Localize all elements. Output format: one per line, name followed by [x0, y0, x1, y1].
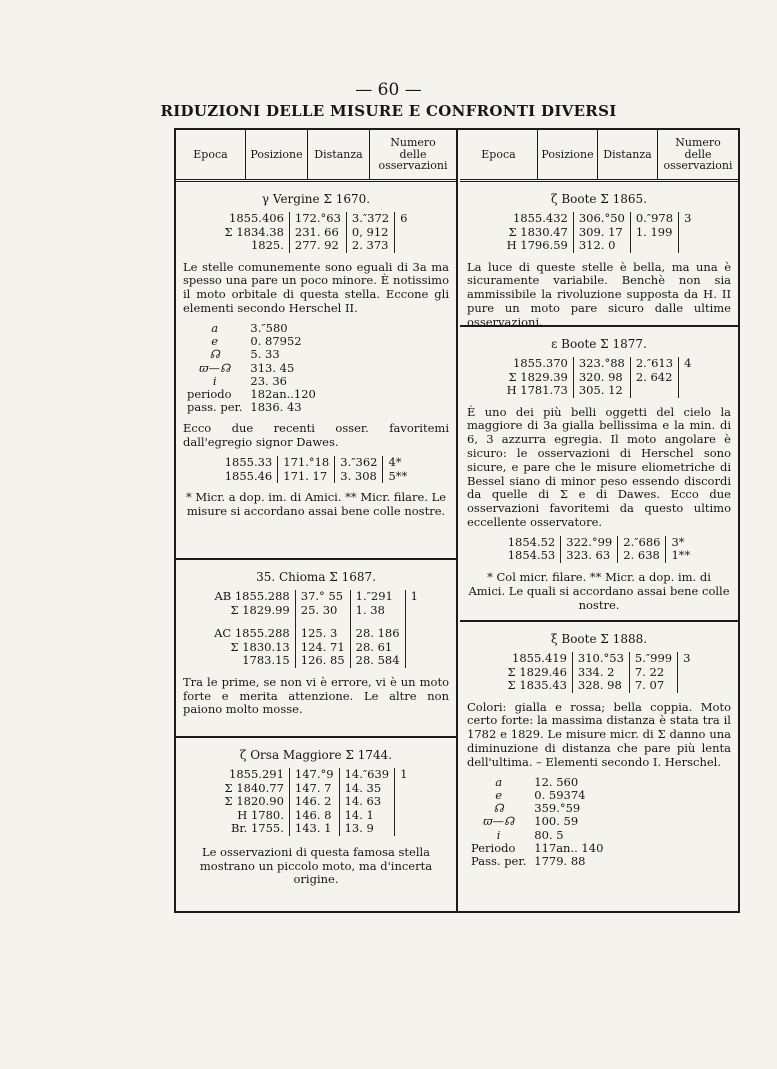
header-numero-line3: osservazioni: [378, 159, 448, 173]
measurement-table: [503, 652, 696, 693]
table-row: Br. 1755. 143. 1 13. 9: [220, 822, 413, 836]
header-distanza: Distanza: [598, 130, 658, 179]
header-numero: [370, 130, 456, 179]
element-row: e 0. 87952: [211, 334, 302, 349]
entry-title: ε Boote Σ 1877.: [551, 337, 647, 351]
page-title: RIDUZIONI DELLE MISURE E CONFRONTI DIVERSI: [160, 102, 617, 120]
column-header-left: [176, 130, 456, 182]
entry-zeta-boote: [460, 182, 738, 327]
element-row: a 3.″580: [211, 320, 288, 335]
entry-description: È uno dei più belli oggetti del cielo la maggiore di 3a gialla bellissima e la min. di 6, 3 azzurra egregia. Il moto angolare è sicuro: le osservazioni di Herschel sono sicure, e pare che le misure eliometriche di Bessel siano di minor peso essendo discordi da quelle di Σ e di Dawes. Ecco due osservazioni favoritemi da questo ultimo eccellente osservatore.: [467, 404, 731, 530]
table-row: Σ 1820.90 146. 2 14. 63: [220, 795, 413, 809]
left-column: [176, 130, 458, 911]
table-row: 1783.15 126. 85 28. 584: [209, 654, 423, 668]
table-row: 1825. 277. 92 2. 373: [220, 239, 413, 253]
entry-description: Le osservazioni di questa famosa stella mostrano un piccolo moto, ma d'incerta origine.: [199, 844, 433, 887]
header-numero-line3: osservazioni: [663, 159, 733, 173]
header-numero-line1: Numero: [675, 136, 721, 150]
header-epoca: Epoca: [460, 130, 538, 179]
table-row: 1855.432 306.°50 0.″978 3: [512, 211, 692, 225]
table-row: Σ 1829.46 334. 2 7. 22: [503, 666, 696, 680]
table-row: 1854.52 322.°99 2.″686 3*: [507, 534, 685, 549]
table-row: 1855.406 172.°63 3.″372 6: [229, 211, 408, 225]
entry-description-2: Ecco due recenti osser. favoritemi dall'egregio signor Dawes.: [183, 421, 449, 450]
header-numero-line2: delle: [684, 147, 712, 161]
orbital-elements: [467, 776, 607, 869]
measurement-table: [209, 590, 423, 668]
element-row: a 12. 560: [495, 774, 579, 789]
table-row: Σ 1835.43 328. 98 7. 07: [503, 679, 696, 693]
table-row: Σ 1829.39 320. 98 2. 642: [502, 371, 697, 385]
measurement-table: [220, 212, 413, 253]
header-posizione: Posizione: [246, 130, 308, 179]
element-row: Periodo 117an.. 140: [471, 840, 604, 855]
entry-description: Le stelle comunemente sono eguali di 3a ma spesso una pare un poco minore. È notissimo il moto orbitale di questa stella. Eccone gli elementi secondo Herschel II.: [183, 259, 449, 316]
table-row: H 1796.59 312. 0: [502, 239, 697, 253]
orbital-elements: [183, 322, 320, 415]
table-row: H 1780. 146. 8 14. 1: [220, 809, 413, 823]
footnote: * Col micr. filare. ** Micr. a dop. im. di Amici. Le quali si accordano assai bene colle nostre.: [468, 569, 730, 612]
element-row: ☊ 5. 33: [209, 347, 280, 362]
entry-description: La luce di queste stelle è bella, ma una è sicuramente variabile. Benchè non sia ammissibile la rivoluzione supposta da H. II pure un moto pare sicuro dalle ultime osservazioni.: [467, 259, 731, 329]
entry-title: ξ Boote Σ 1888.: [550, 632, 648, 646]
header-numero-line1: Numero: [390, 136, 436, 150]
table-row: AB 1855.288 37.° 55 1.″291 1: [214, 589, 418, 603]
header-epoca: Epoca: [176, 130, 246, 179]
element-row: ϖ—☊ 313. 45: [199, 360, 295, 375]
table-row: 1855.419 310.°53 5.″999 3: [512, 651, 691, 665]
header-distanza: Distanza: [308, 130, 370, 179]
table-row: 1855.370 323.°88 2.″613 4: [512, 356, 692, 370]
element-row: i 80. 5: [496, 827, 564, 842]
header-numero-line2: delle: [399, 147, 427, 161]
page-number: — 60 —: [355, 80, 422, 100]
table-row: Σ 1830.47 309. 17 1. 199: [502, 226, 697, 240]
measurement-sheet: [174, 128, 740, 913]
header-posizione: Posizione: [538, 130, 598, 179]
element-row: ϖ—☊ 100. 59: [483, 814, 579, 829]
entry-title: 35. Chioma Σ 1687.: [256, 570, 376, 584]
table-row: Σ 1829.99 25. 30 1. 38: [209, 604, 423, 618]
entry-zeta-orsa-maggiore: [176, 738, 456, 887]
table-row: H 1781.73 305. 12: [502, 384, 697, 398]
table-row: 1855.291 147.°9 14.″639 1: [229, 767, 408, 781]
footnote: * Micr. a dop. im. di Amici. ** Micr. filare. Le misure si accordano assai bene colle nostre.: [185, 490, 447, 518]
entry-title: γ Vergine Σ 1670.: [261, 192, 371, 206]
column-header-right: [460, 130, 738, 182]
entry-title: ζ Boote Σ 1865.: [551, 192, 647, 206]
element-row: Pass. per. 1779. 88: [471, 853, 586, 868]
element-row: pass. per. 1836. 43: [187, 400, 302, 415]
header-numero: [658, 130, 738, 179]
right-column: [460, 130, 738, 911]
table-row: 1855.33 171.°18 3.″362 4*: [224, 455, 402, 469]
element-row: periodo 182an..120: [187, 386, 316, 401]
entry-gamma-vergine: [176, 182, 456, 560]
table-row: 1854.53 323. 63 2. 638 1**: [507, 548, 691, 563]
element-row: e 0. 59374: [495, 787, 586, 802]
table-row: Σ 1830.13 124. 71 28. 61: [209, 641, 423, 655]
measurement-table: [220, 768, 413, 836]
table-row: 1855.46 171. 17 3. 308 5**: [224, 468, 408, 483]
measurement-table-2: [220, 456, 413, 483]
entry-description: Colori: gialla e rossa; bella coppia. Moto certo forte: la massima distanza è stata tra il 1782 e 1829. Le misure micr. di Σ danno una diminuzione di distanza che pare più lenta dell'ultima. – Elementi secondo I. Herschel.: [467, 699, 731, 769]
element-row: ☊ 359.°59: [493, 801, 581, 816]
measurement-table-2: [503, 536, 696, 563]
entry-epsilon-boote: [460, 327, 738, 622]
entry-35-chioma: [176, 560, 456, 738]
measurement-table: [502, 357, 697, 398]
table-row: AC 1855.288 125. 3 28. 186: [209, 627, 423, 641]
entry-xi-boote: [460, 622, 738, 868]
measurement-table: [502, 212, 697, 253]
entry-description: Tra le prime, se non vi è errore, vi è un moto forte e merita attenzione. Le altre non paiono molto mosse.: [183, 674, 449, 717]
element-row: i 23. 36: [212, 373, 287, 388]
table-row: Σ 1834.38 231. 66 0, 912: [220, 226, 413, 240]
entry-title: ζ Orsa Maggiore Σ 1744.: [239, 748, 393, 762]
table-row: Σ 1840.77 147. 7 14. 35: [220, 782, 413, 796]
